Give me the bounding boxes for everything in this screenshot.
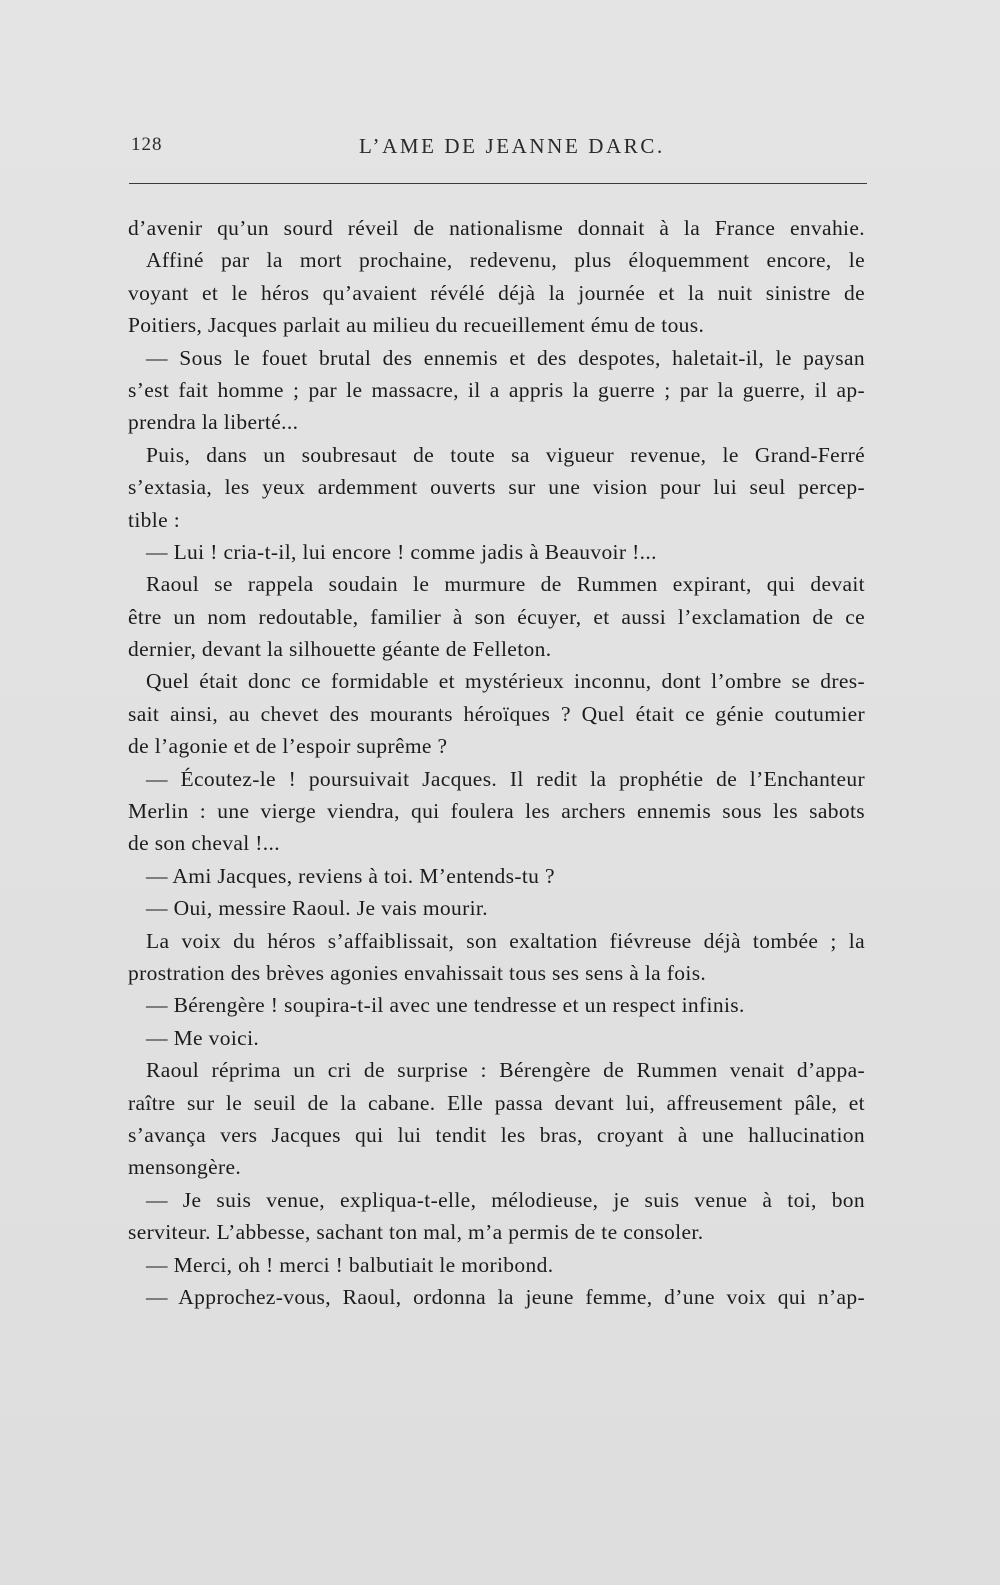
text-line: Poitiers, Jacques parlait au milieu du recueillement ému de tous. [128,313,705,338]
text-line: être un nom redoutable, familier à son écuyer, et aussi l’exclamation de ce [128,604,865,629]
text-line: Merlin : une vierge viendra, qui foulera les archers ennemis sous les sabots [128,799,865,824]
text-line: voyant et le héros qu’avaient révélé déjà la journée et la nuit sinistre de [128,280,865,305]
text-line: s’extasia, les yeux ardemment ouverts sur une vision pour lui seul percep- [128,475,865,500]
text-line: serviteur. L’abbesse, sachant ton mal, m’a permis de te consoler. [128,1220,704,1245]
text-line: de son cheval !... [128,831,280,856]
text-line: raître sur le seuil de la cabane. Elle passa devant lui, affreusement pâle, et [128,1090,865,1115]
text-line: — Lui ! cria-t-il, lui encore ! comme jadis à Beauvoir !... [146,539,657,564]
text-line: — Merci, oh ! merci ! balbutiait le moribond. [146,1252,554,1277]
text-line: — Me voici. [146,1025,260,1050]
header-rule [129,183,867,184]
text-line: mensongère. [128,1155,242,1180]
text-line: sait ainsi, au chevet des mourants héroïques ? Quel était ce génie coutumier [128,701,865,726]
text-line: Puis, dans un soubresaut de toute sa vigueur revenue, le Grand-Ferré [146,442,865,467]
running-head [131,130,866,160]
text-line: — Écoutez-le ! poursuivait Jacques. Il redit la prophétie de l’Enchanteur [146,766,865,791]
text-line: s’avança vers Jacques qui lui tendit les bras, croyant à une hallucination [128,1122,865,1147]
page-number: 128 [131,134,163,155]
text-line: tible : [128,507,181,532]
text-line: Quel était donc ce formidable et mystérieux inconnu, dont l’ombre se dres- [146,669,865,694]
text-line: La voix du héros s’affaiblissait, son exaltation fiévreuse déjà tombée ; la [146,928,865,953]
text-line: — Oui, messire Raoul. Je vais mourir. [146,896,488,921]
text-line: — Sous le fouet brutal des ennemis et des despotes, haletait-il, le paysan [146,345,865,370]
text-line: — Ami Jacques, reviens à toi. M’entends-tu ? [146,863,555,888]
text-line: prostration des brèves agonies envahissait tous ses sens à la fois. [128,960,707,985]
text-line: d’avenir qu’un sourd réveil de nationalisme donnait à la France envahie. [128,216,865,240]
text-line: Raoul se rappela soudain le murmure de Rummen expirant, qui devait [146,572,865,597]
text-line: — Bérengère ! soupira-t-il avec une tendresse et un respect infinis. [146,993,745,1018]
text-line: — Je suis venue, expliqua-t-elle, mélodieuse, je suis venue à toi, bon [146,1187,865,1212]
text-line: Raoul réprima un cri de surprise : Bérengère de Rummen venait d’appa- [146,1058,865,1083]
text-line: s’est fait homme ; par le massacre, il a appris la guerre ; par la guerre, il ap- [128,377,865,402]
text-line: de l’agonie et de l’espoir suprême ? [128,734,448,759]
text-line: dernier, devant la silhouette géante de Felleton. [128,637,552,662]
text-line: — Approchez-vous, Raoul, ordonna la jeune femme, d’une voix qui n’ap- [146,1284,865,1309]
body-text [128,212,865,1313]
text-line: Affiné par la mort prochaine, redevenu, plus éloquemment encore, le [146,248,865,273]
text-line: prendra la liberté... [128,410,299,435]
running-title: L’AME DE JEANNE DARC. [359,134,665,158]
